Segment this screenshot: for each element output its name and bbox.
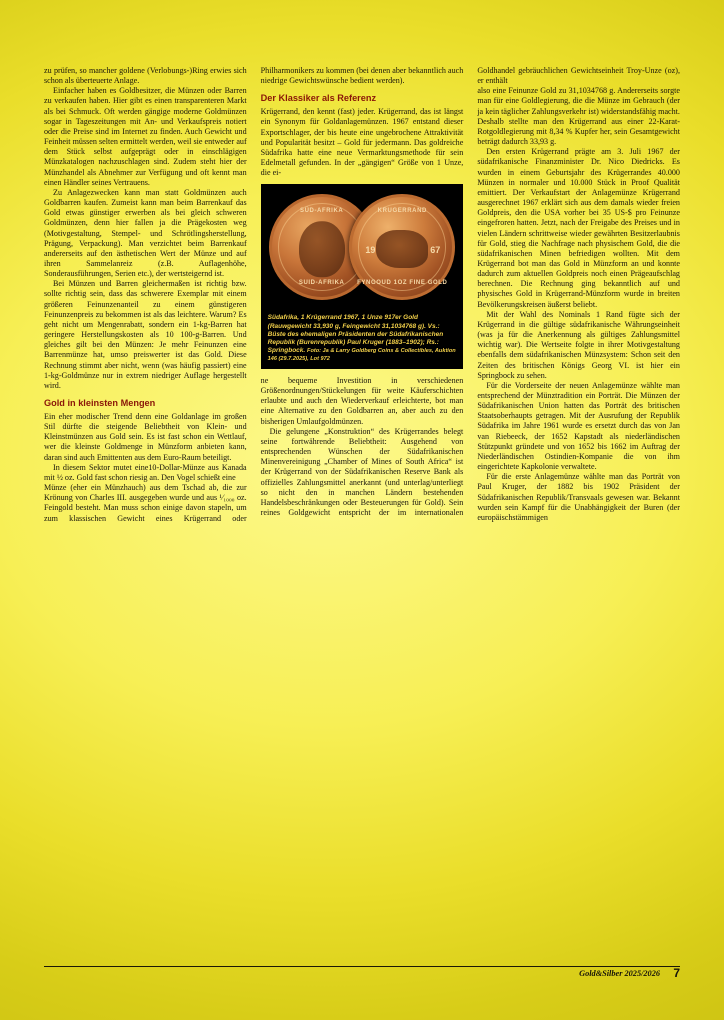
paragraph: Mit der Wahl des Nominals 1 Rand fügte sich der Krügerrand in die gültige südafrikanische Währungseinheit (was ja für die Anerkennung als gültiges Zahlungsmittel wichtig war). Die Wertseite folgte in ihrer Motivgestaltung ebenfalls dem südafrikanischen Münzsystem: Schon seit den Zeiten des britischen Königs Georg VI. ist hier ein Springbock zu sehen.: [477, 309, 680, 380]
paragraph: Den ersten Krügerrand prägte am 3. Juli 1967 der südafrikanische Finanzminister Dr. Nico Diedricks. Es wurden in einem Geburtsjahr des Krügerrandes 40.000 Münzen in normaler und 10.000 Stück in Proof Qualität emittiert. Der Verkaufstart der Anlagemünze Krügerrand ausgerechnet 1967 erklärt sich aus dem damals wieder freien Goldpreis, den die USA vorher bei 35 US-$ pro Feinunze eingefroren hatten. Jetzt, nach der Freigabe des Preises und in vielen Ländern schrittweise wieder gewährten Besitzerlaubnis für Gold, stieg die Nachfrage nach physischem Gold, die die südafrikanischen Minen befriedigen wollten. Mit dem Krügerrand bot man das Gold in Münzform an und konnte dadurch zum aktuellen Goldpreis noch einen Prägeaufschlag berechnen. Die Rechnung ging bekanntlich auf und physisches Gold in Krügerrand-Münzform wurde in breiten Bevölkerungskreisen äußerst beliebt.: [477, 147, 680, 309]
three-column-text: [44, 66, 680, 524]
paragraph: Einfacher haben es Goldbesitzer, die Münzen oder Barren zu verkaufen haben. Hier gibt es einen transparenteren Markt als bei Schmuck. Oft werden gängige moderne Goldmünzen sogar in Tageszeitungen mit An- und Verkaufspreis notiert oder die Preise sind im Internet zu finden. Auch Gewicht und Feinheit müssen selten ermittelt werden, weil sie entweder auf dem Stück selbst aufgeprägt oder in einschlägigen Münzkatalogen nachzuschlagen sind. Zudem steht hier der Münzhandel als Abnehmer zur Verfügung und oft kennt man einen Händler seines Vertrauens.: [44, 86, 247, 187]
paragraph: Münze (eher ein Münzhauch) aus dem Tschad ab, die zur Krönung von Charles III. ausgegeben wurde und aus ¹⁄₁₀₀₀ oz. Feingold besteht. Man muss schon einige davon stapeln, um zum klassischen Gewicht eines Krügerrand oder Philharmonikers zu kommen (bei denen aber bekanntlich auch niedrige Gewichtswünsche bedient werden).: [44, 66, 464, 523]
paragraph: zu prüfen, so mancher goldene (Verlobungs-)Ring erwies sich schon als überteuerte Anlage.: [44, 66, 247, 86]
paragraph: Für die Vorderseite der neuen Anlagemünze wählte man entsprechend der Münztradition ein Porträt. Die Münzen der Südafrikanischen Union hatten das Porträt des britischen Staatsoberhaupts getragen. Mit der Ausrufung der Republik Südafrika im Jahre 1961 wurde es ersetzt durch das von Jan van Riebeeck, der 1652 Kapstadt als niederländischen Stützpunkt gründete und von 1652 bis 1662 im Auftrag der Niederländischen Ostindien-Kompanie die von ihm eingerichtete Kapkolonie verwaltete.: [477, 380, 680, 472]
section-heading-classic: Der Klassiker als Referenz: [260, 93, 377, 104]
paragraph: also eine Feinunze Gold zu 31,1034768 g. Andererseits sorgte man für eine Goldlegierung, die die Münze im Gebrauch (der ja kein täglicher Zahlungsverkehr ist) widerstandsfähig macht. Deshalb stellte man den Krügerrand aus einer 22-Karat-Rotgoldlegierung mit 8,34 % Kupfer her, sein Gesamtgewicht beträgt dadurch 33,93 g.: [477, 86, 680, 147]
paragraph: In diesem Sektor mutet eine10-Dollar-Münze aus Kanada mit ½ oz. Gold fast schon riesig an. Den Vogel schießt eine: [44, 462, 247, 482]
coin-legend-bottom: FYNGOUD 1OZ FINE GOLD: [357, 280, 448, 287]
figure-kruegerrand: [261, 184, 464, 369]
footer-divider: [44, 966, 680, 967]
figure-caption-text: Südafrika, 1 Krügerrand 1967, 1 Unze 917er Gold (Rauwgewicht 33,930 g, Feingewicht 31,1034768 g). Vs.: Büste des ehemaligen Präsidenten der Südafrikanischen Republik (Burenrepublik) Paul Kruger (1883–1902); Rs.: Springbock.: [267, 314, 444, 354]
footer-title: Gold&Silber 2025/2026: [579, 969, 660, 978]
coin-legend-bottom: SUID-AFRIKA: [298, 280, 345, 287]
paragraph: ne bequeme Investition in verschiedenen Größenordnungen/Stückelungen für weite Käuferschichten erlaubte und auch den Wiederverkauf erleichterte, bot man eine Alternative zu den Goldbarren an, aber auch zu den bisherigen Umlaufgoldmünzen.: [260, 375, 464, 426]
coin-legend-top: SÜD-AFRIKA: [299, 208, 344, 215]
page-number: 7: [673, 966, 680, 980]
page-footer: [44, 966, 680, 982]
springbok-motif: [376, 230, 428, 268]
kruger-portrait: [299, 222, 345, 278]
coin-year-right: 67: [430, 245, 441, 256]
coin-year-left: 19: [365, 245, 376, 256]
coin-legend-top: KRUGERRAND: [377, 208, 427, 215]
paragraph: Zu Anlagezwecken kann man statt Goldmünzen auch Goldbarren kaufen. Zumeist kann man beim Barrenkauf das Gold etwas günstiger erwerben als bei gleich schweren Goldmünzen, denn hier fallen ja die Prägekosten weg (Motivgestaltung, Stempel- und Schrötlingsherstellung, Prägung, Verpackung). Man verzichtet beim Barrenkauf andererseits auf den ästhetischen Wert der Münze und auf ihren Sammelanreiz (z.B. Auflagenhöhe, Sonderausführungen, Serien etc.), der wertsteigernd ist.: [44, 187, 247, 279]
article-body: [44, 66, 680, 956]
paragraph: Krügerrand, den kennt (fast) jeder. Krügerrand, das ist längst ein Synonym für Goldanlagemünzen. 1967 entstand dieser Exportschlager, der bis heute eine ungebrochene Attraktivität und Popularität besitzt – Gold für jedermann. Das goldreiche Südafrika hatte eine neue Vermarktungsmethode für sein Edelmetall gefunden. In der „gängigen“ Größe von 1 Unze, die ei-: [260, 107, 464, 178]
paragraph: Ein eher modischer Trend denn eine Goldanlage im großen Stil dürfte die steigende Beliebtheit von Klein- und Kleinstmünzen aus Gold sein. Es ist fast schon ein Wettlauf, wer die kleinste Goldmenge in Münzform anbieten kann, daran sind auch Emittenten aus dem Euro-Raum beteiligt.: [44, 412, 247, 462]
coin-photo: [261, 184, 464, 310]
paragraph: Die gelungene „Konstruktion“ des Krügerrandes belegt seine fortwährende Beliebtheit: Ausgehend von entsprechenden Wünschen der Südafrikanischen Minenvereinigung „Chamber of Mines of South Africa“ ist der Krügerrand von der Südafrikanischen Reserve Bank als offizielles Zahlungsmittel anerkannt (und unterlag/unterliegt so nicht den in manchen Ländern bestehenden Handelsbeschränkungen oder Besteuerungen für Gold). Sein reines Goldgewicht entspricht der im internationalen Goldhandel gebräuchlichen Gewichtseinheit Troy-Unze (oz), er enthält: [260, 66, 680, 517]
coin-reverse: [349, 194, 455, 300]
paragraph: Bei Münzen und Barren gleichermaßen ist richtig bzw. sollte richtig sein, dass das schwerere Exemplar mit einem größeren Feinunzenanteil zu einem günstigeren Feinunzenpreis zu bekommen ist als das leichtere. Warum? Es geht nicht um Mengenrabatt, sondern ein 1-kg-Barren hat geringere Herstellungskosten als 10 100-g-Barren. Und gleiches gilt bei den Münzen: Je mehr Feinunzen eine Barrenmünze hat, umso preiswerter ist das Gold. Diese Rechnung stimmt aber nicht, wenn (was häufig passiert) eine 1-kg-Goldmünze nur in extrem niedriger Auflage hergestellt wird.: [44, 279, 247, 390]
section-heading-small-quantities: Gold in kleinsten Mengen: [44, 398, 156, 408]
paragraph: Für die erste Anlagemünze wählte man das Porträt von Paul Kruger, der 1882 bis 1902 Präsident der Südafrikanischen Republik/Transvaals gewesen war. Bekannt wurden sein Kampf für die Unabhängigkeit der Buren (der europäischstämmigen: [477, 472, 680, 522]
figure-credit: Foto: Ja & Larry Goldberg Coins & Collectibles, Auktion 146 (29.7.2025), Lot 972: [267, 347, 456, 362]
figure-caption: [261, 310, 464, 369]
